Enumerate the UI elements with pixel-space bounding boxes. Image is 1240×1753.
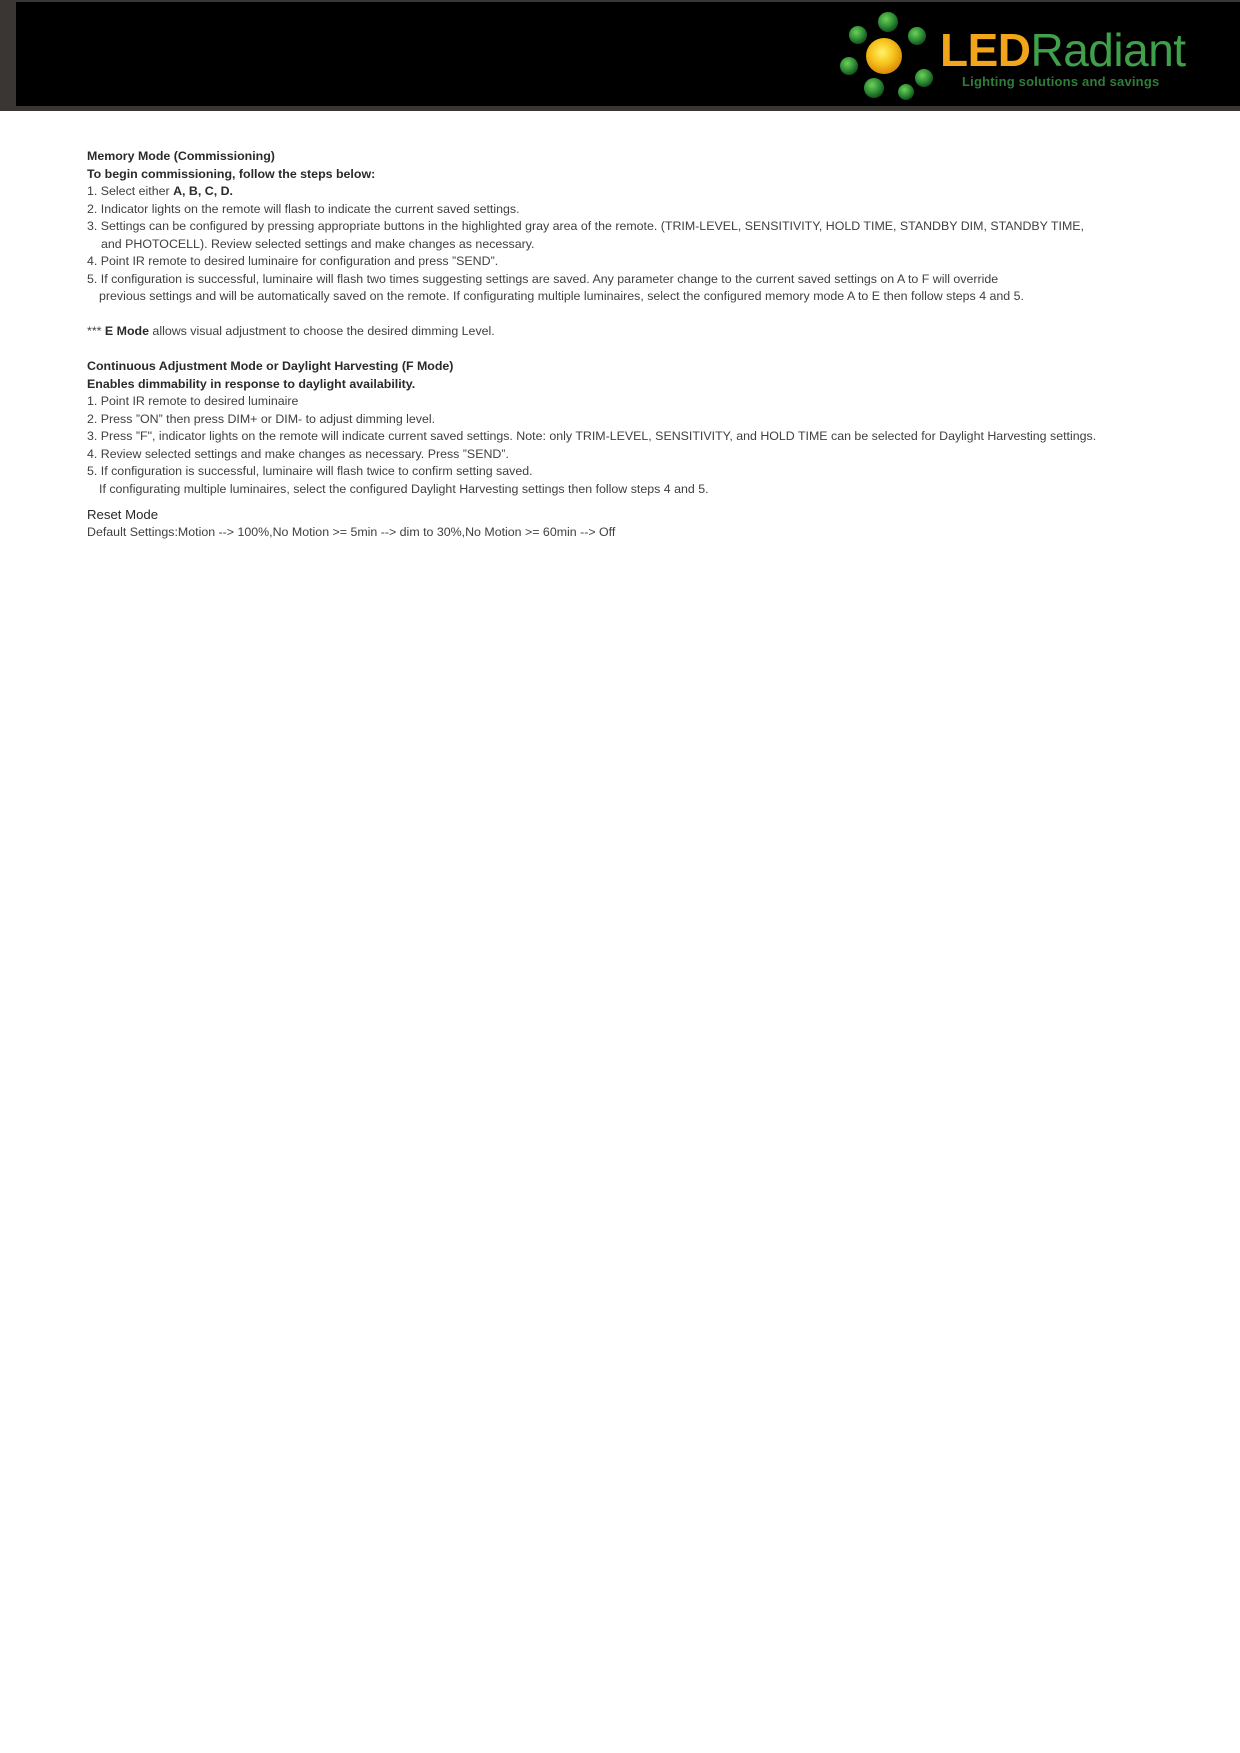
f-mode-step-5-note: If configurating multiple luminaires, select the configured Daylight Harvesting settings then follow steps 4 and 5. [99,481,709,496]
sun-flower-icon [836,10,936,102]
petal-dot [878,12,898,32]
spacer [87,306,1197,324]
petal-dot [898,84,914,100]
memory-mode-step-4: 4. Point IR remote to desired luminaire for configuration and press ”SEND”. [87,254,499,268]
step-emphasis: A, B, C, D. [173,184,233,198]
memory-mode-step-3: 3. Settings can be configured by pressing appropriate buttons in the highlighted gray area of the remote. (TRIM-LEVEL, SENSITIVITY, HOLD TIME, STANDBY DIM, STANDBY TIME, [87,219,1084,233]
document-body [87,148,1197,541]
f-mode-step-3: 3. Press ”F", indicator lights on the remote will indicate current saved settings. Note: only TRIM-LEVEL, SENSITIVITY, and HOLD TIME can be selected for Daylight Harvesting settings. [87,429,1097,443]
step-text: 1. Select either [87,184,174,198]
petal-dot [864,78,884,98]
reset-mode-defaults: Default Settings:Motion --> 100%,No Motion >= 5min --> dim to 30%,No Motion >= 60min --> Off [87,524,616,539]
reset-mode-title: Reset Mode [87,507,159,522]
memory-mode-step-2: 2. Indicator lights on the remote will flash to indicate the current saved settings. [87,201,520,216]
logo-radiant-text: Radiant [1030,24,1186,76]
f-mode-step-5: 5. If configuration is successful, luminaire will flash twice to confirm setting saved. [87,464,533,478]
f-mode-step-2: 2. Press ”ON” then press DIM+ or DIM- to adjust dimming level. [87,411,436,426]
page-header [0,0,1240,111]
memory-mode-step-1 [87,183,1197,201]
petal-dot [908,27,926,45]
petal-dot [849,26,867,44]
logo-tagline: Lighting solutions and savings [962,74,1160,89]
f-mode-step-1: 1. Point IR remote to desired luminaire [87,394,299,408]
spacer [87,341,1197,359]
note-prefix: *** [87,324,105,338]
note-text: allows visual adjustment to choose the desired dimming Level. [148,324,495,338]
memory-mode-intro: To begin commissioning, follow the steps below: [87,166,376,181]
petal-dot [915,69,933,87]
f-mode-step-4: 4. Review selected settings and make changes as necessary. Press ”SEND”. [87,446,509,461]
led-radiant-logo [836,10,1196,102]
f-mode-title: Continuous Adjustment Mode or Daylight Harvesting (F Mode) [87,359,454,373]
header-banner [16,2,1240,106]
memory-mode-step-3-continued: and PHOTOCELL). Review selected settings and make changes as necessary. [101,236,535,251]
logo-led-text: LED [940,24,1031,76]
memory-mode-title: Memory Mode (Commissioning) [87,149,275,163]
sun-center [866,38,902,74]
memory-mode-step-5: 5. If configuration is successful, luminaire will flash two times suggesting settings are saved. Any parameter change to the current saved settings on A to F will override [87,271,999,286]
logo-wordmark [940,24,1186,76]
f-mode-intro: Enables dimmability in response to daylight availability. [87,376,416,391]
e-mode-label: E Mode [104,324,149,338]
petal-dot [840,57,858,75]
e-mode-note [87,323,1197,341]
memory-mode-step-5-continued: previous settings and will be automatically saved on the remote. If configurating multiple luminaires, select the configured memory mode A to E then follow steps 4 and 5. [99,289,1024,303]
